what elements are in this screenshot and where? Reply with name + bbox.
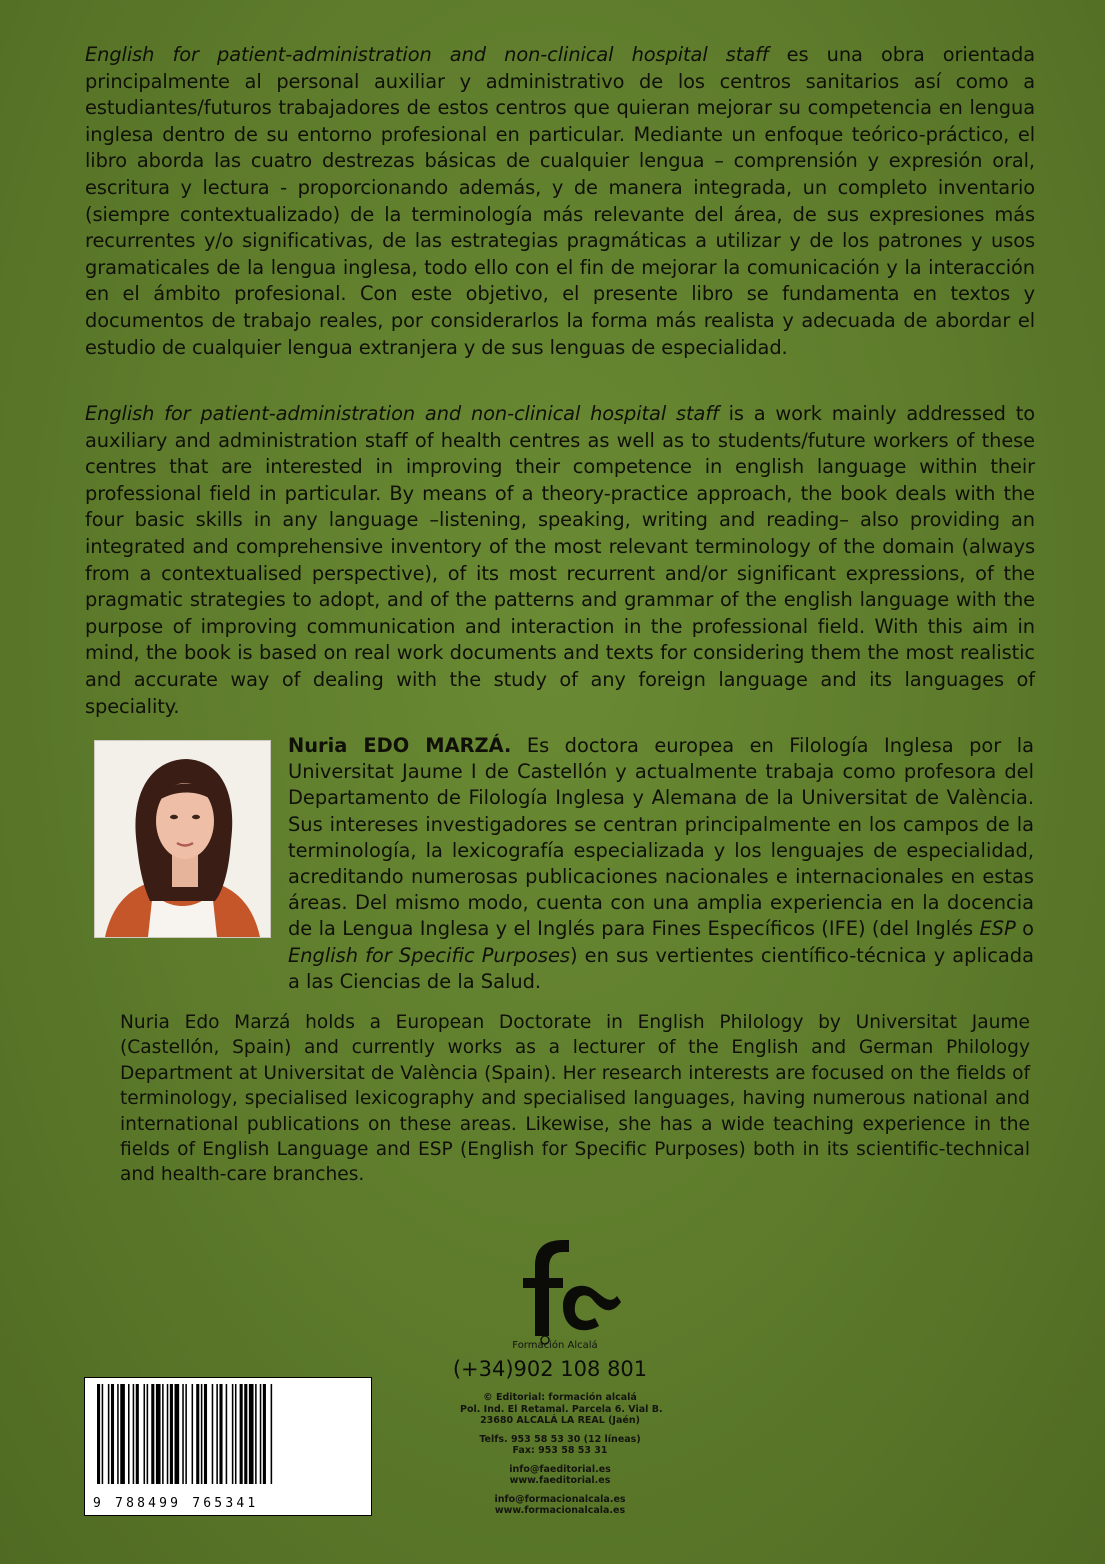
author-bio-spanish [288,733,1034,995]
barcode-bar [260,1384,262,1484]
barcode-bar [271,1384,273,1484]
barcode-bar [185,1384,187,1484]
barcode-bar [192,1384,194,1484]
website-link[interactable]: www.formacionalcala.es [494,1505,626,1516]
barcode-bar [111,1384,114,1484]
barcode-bar [182,1384,184,1484]
barcode-bar [147,1384,149,1484]
website-link[interactable]: www.faeditorial.es [509,1475,611,1486]
barcode-bar [162,1384,164,1484]
author-name: Nuria EDO MARZÁ. [288,734,512,757]
barcode-bar [102,1384,104,1484]
barcode-bar [156,1384,161,1484]
barcode-bar [167,1384,169,1484]
barcode-bar [108,1384,110,1484]
english-description [85,401,1035,720]
barcode-bar [175,1384,180,1484]
author-bio-english: Nuria Edo Marzá holds a European Doctorate in English Philology by Universitat Jaume (Castellón, Spain) and currently works as a lecturer of the English and German Philology Department at Universitat de València (Spain). Her research interests are focused on the fields of terminology, specialised lexicography and specialised languages, having numerous national and international publications on these areas. Likewise, she has a wide teaching experience in the fields of English Language and ESP (English for Specific Purposes) both in its scientific-technical and health-care branches. [120,1012,1030,1186]
book-title-en: English for patient-administration and non-clinical hospital staff [85,402,719,425]
barcode-bar [249,1384,254,1484]
barcode-bar [151,1384,154,1484]
barcode-bar [144,1384,146,1484]
barcode-bar [136,1384,139,1484]
english-description-body: is a work mainly addressed to auxiliary and administration staff of health centres as well as to students/future workers of these centres that are interested in improving their competence in english language within their professional field in particular. By means of a theory-practice approach, the book deals with the four basic skills in any language –listening, speaking, writing and reading– also providing an integrated and comprehensive inventory of the most relevant terminology of the domain (always from a contextualised perspective), of its most recurrent and/or significant expressions, of the pragmatic strategies to adopt, and of the patterns and grammar of the english language with the purpose of improving communication and interaction in the professional field. With this aim in mind, the book is based on real work documents and texts for considering them the most realistic and accurate way of dealing with the study of any foreign language and its languages of speciality. [85,402,1035,718]
spanish-description-body: es una obra orientada principalmente al personal auxiliar y administrativo de los centros sanitarios así como a estudiantes/futuros trabajadores de estos centros que quieran mejorar su competencia en lengua inglesa dentro de su entorno profesional en particular. Mediante un enfoque teórico-práctico, el libro aborda las cuatro destrezas básicas de cualquier lengua – comprensión y expresión oral, escritura y lectura - proporcionando además, y de manera integrada, un completo inventario (siempre contextualizado) de la terminología más relevante del área, de sus expresiones más recurrentes y/o significativas, de las estrategias pragmáticas a utilizar y de los patrones y usos gramaticales de la lengua inglesa, todo ello con el fin de mejorar la comunicación y la interacción en el ámbito profesional. Con este objetivo, el presente libro se fundamenta en textos y documentos de trabajo reales, por considerarlos la forma más realista y adecuada de abordar el estudio de cualquier lengua extranjera y de sus lenguas de especialidad. [85,43,1035,359]
formacion-alcala-logo [505,1236,625,1346]
email-link[interactable]: info@faeditorial.es [509,1463,611,1475]
barcode-bars [93,1384,363,1489]
barcode-bar [204,1384,207,1484]
barcode-bar [255,1384,257,1484]
publisher-phone: (+34)902 108 801 [452,1357,648,1381]
barcode-bar [226,1384,228,1484]
isbn-barcode [84,1377,372,1516]
isbn-number: 9 788499 765341 [93,1496,259,1511]
barcode-bar [97,1384,100,1484]
book-title-es: English for patient-administration and non-clinical hospital staff [85,43,769,66]
esp-term: ESP [979,917,1016,941]
address-line: Pol. Ind. El Retamal. Parcela 6. Vial B. [460,1403,663,1415]
barcode-bar [170,1384,173,1484]
barcode-bar [128,1384,130,1484]
efsp-term: English for Specific Purposes [288,943,570,967]
address-line: 23680 ALCALÁ LA REAL (Jaén) [480,1415,640,1426]
author-photo [94,740,271,938]
publisher-name: Formación Alcalá [512,1340,598,1351]
barcode-bar [196,1384,199,1484]
barcode-bar [216,1384,218,1484]
spanish-description [85,42,1035,361]
email-link[interactable]: info@formacionalcala.es [494,1493,626,1505]
barcode-bar [240,1384,243,1484]
barcode-bar [212,1384,214,1484]
author-bio-connector: o [1015,917,1034,941]
barcode-bar [133,1384,135,1484]
barcode-bar [219,1384,222,1484]
address-line: © Editorial: formación alcalá [483,1392,637,1403]
barcode-bar [263,1384,266,1484]
author-bio-text: Es doctora europea en Filología Inglesa por la Universitat Jaume I de Castellón y actualmente trabaja como profesora del Departamento de Filología Inglesa y Alemana de la Universitat de València. Sus intereses investigadores se centran principalmente en los campos de la terminología, la lexicografía especializada y los lenguajes de especialidad, acreditando numerosas publicaciones nacionales e internacionales en estas áreas. Del mismo modo, cuenta con una amplia experiencia en la docencia de la Lengua Inglesa y el Inglés para Fines Específicos (IFE) (del Inglés [288,734,1034,941]
barcode-bar [201,1384,203,1484]
barcode-bar [117,1384,119,1484]
barcode-bar [235,1384,237,1484]
barcode-bar [120,1384,125,1484]
barcode-bar [232,1384,234,1484]
barcode-bar [244,1384,247,1484]
author-bio-text-end: ) en sus vertientes científico-técnica y aplicada a las Ciencias de la Salud. [288,943,1034,993]
fax-line: Fax: 953 58 53 31 [512,1445,608,1456]
phone-line: Telfs. 953 58 53 30 (12 líneas) [479,1433,641,1445]
publisher-contact [460,1392,663,1517]
